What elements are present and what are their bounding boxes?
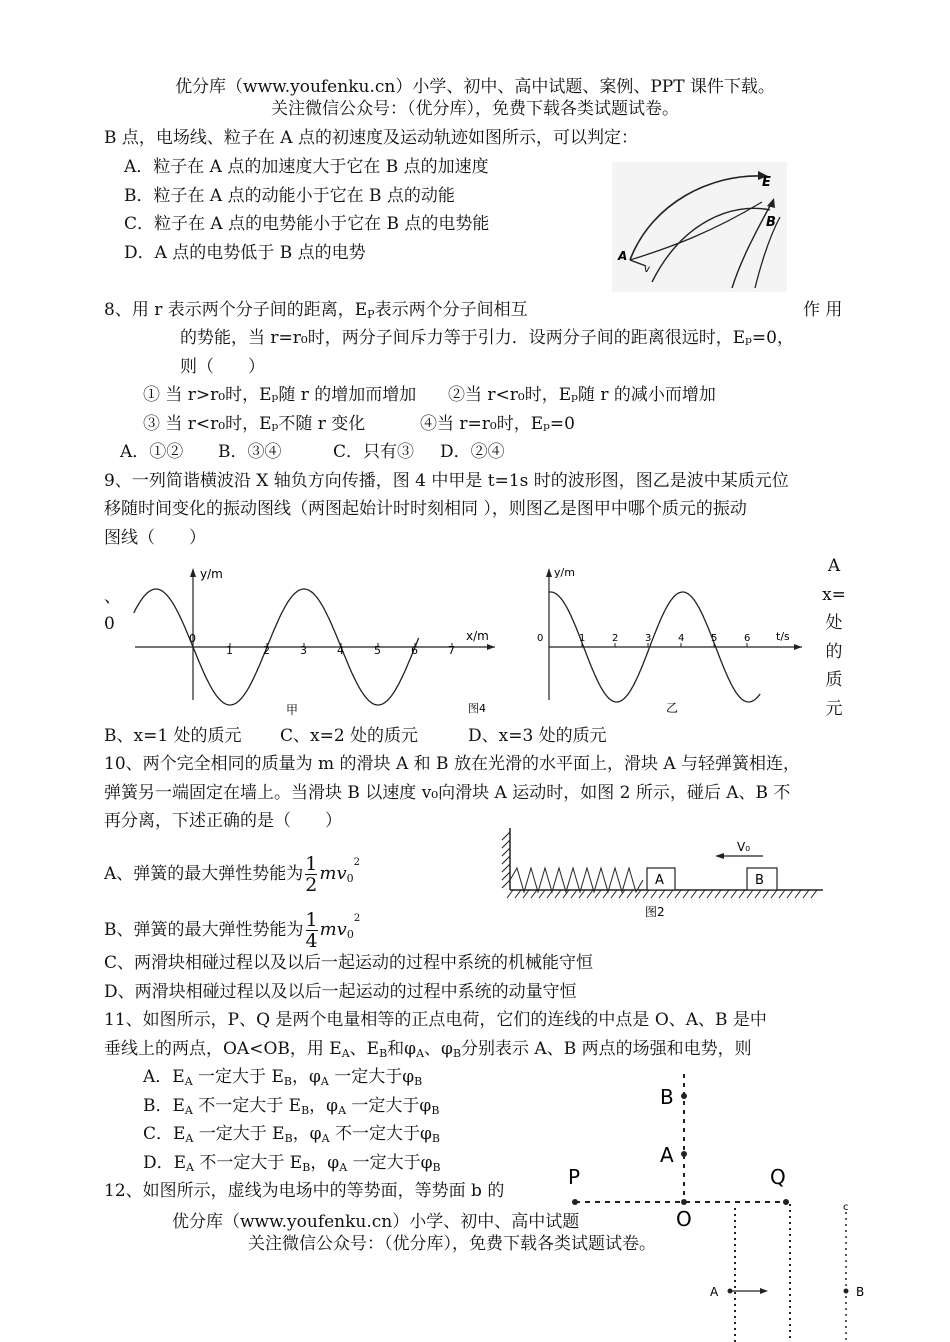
q8-statement-3: ③ 当 r<r₀时，Eₚ不随 r 变化 [143, 414, 366, 434]
q10-ground-hatch [683, 890, 689, 898]
q7-field-line-figure [612, 162, 787, 292]
q11-fig-q: Q [770, 1165, 786, 1189]
q9-left-zero: 0 [104, 614, 115, 634]
q10-option-b-mv: mv [319, 919, 347, 940]
q10-ground-hatch [763, 890, 769, 898]
q10-ground-hatch [571, 890, 577, 898]
q11-line-2-sep: 、φ [424, 1039, 453, 1059]
q10-option-b-text: B、弹簧的最大弹性势能为 [104, 920, 304, 940]
q9-graph2-tick-label: 2 [612, 633, 619, 644]
q8-line-1-sub: P [367, 308, 375, 321]
q8-line-2: 的势能，当 r=r₀时，两分子间斥力等于引力．设两分子间的距离很远时，Eₚ=0， [180, 328, 794, 348]
q8-statement-4: ④当 r=r₀时，Eₚ=0 [420, 414, 575, 434]
q9-graph-jia [130, 560, 510, 720]
q7-option-d[interactable]: D．A 点的电势低于 B 点的电势 [124, 243, 366, 263]
q9-option-c[interactable]: C、x=2 处的质元 [280, 726, 419, 746]
q11-line-2-sub-phib: B [452, 1047, 462, 1060]
q10-ground-hatch [779, 890, 785, 898]
q10-ground-hatch [811, 890, 817, 898]
q9-line-2: 移随时间变化的振动图线（两图起始计时时刻相同 ），则图乙是图甲中哪个质元的振动 [104, 499, 747, 519]
q10-option-b[interactable] [104, 896, 360, 958]
q9-graph1-ylabel: y/m [200, 567, 223, 581]
q9-side-line: 的 [825, 641, 843, 662]
q11-line-2-sub-b: B [379, 1047, 388, 1060]
q7-fig-label-b: B [766, 215, 776, 230]
header-line-1: 优分库（www.youfenku.cn）小学、初中、高中试题、案例、PPT 课件下载。 [175, 77, 775, 97]
q10-ground-hatch [515, 890, 521, 898]
q10-option-a[interactable] [104, 840, 360, 902]
q9-left-dash: 、 [104, 587, 121, 607]
q10-option-a-den: 2 [305, 874, 318, 896]
q7-fig-label-e: E [762, 175, 771, 190]
q10-ground-hatch [587, 890, 593, 898]
footer-line-1: 优分库（www.youfenku.cn）小学、初中、高中试题 [172, 1212, 580, 1232]
q11-option-c[interactable]: C．$E_A$ 一定大于 $E_B$，$\varphi_A$ 不一定大于$\varphi_B$ [143, 1124, 440, 1145]
q10-ground-hatch [787, 890, 793, 898]
q9-graph1-xlabel: x/m [466, 629, 489, 643]
q10-ground-hatch [707, 890, 713, 898]
q12-fig-a: A [710, 1285, 719, 1299]
q11-line-2-text: 垂线上的两点，OA<OB，用 E [104, 1039, 342, 1059]
q9-line-1: 9、一列简谐横波沿 X 轴负方向传播，图 4 中甲是 t=1s 时的波形图，图乙是波中某质元位 [104, 471, 789, 491]
q10-fig-velocity: V₀ [737, 840, 751, 854]
q10-ground-hatch [771, 890, 777, 898]
q8-option-d[interactable]: D．②④ [440, 442, 505, 462]
q9-side-line: A [827, 556, 841, 576]
q9-graph1-tick-label: 2 [263, 644, 270, 657]
q10-ground-hatch [611, 890, 617, 898]
q10-ground-hatch [691, 890, 697, 898]
q9-graph2-xlabel: t/s [776, 630, 790, 643]
q8-line-1-text: 8、用 r 表示两个分子间的距离，E [104, 300, 368, 320]
q10-option-c[interactable]: C、两滑块相碰过程以及以后一起运动的过程中系统的机械能守恒 [104, 953, 594, 973]
q10-option-a-sup: 2 [353, 857, 360, 868]
q9-graph1-tick-label: 6 [411, 644, 418, 657]
q9-line-3: 图线（ ） [104, 528, 206, 548]
q11-line-2-mid: 、E [349, 1039, 380, 1059]
q12-fig-b: B [856, 1285, 865, 1299]
q10-ground-hatch [507, 890, 513, 898]
q10-ground-hatch [651, 890, 657, 898]
q9-graph2-ylabel: y/m [554, 566, 575, 579]
q9-graph2-tick-label: 0 [537, 633, 544, 644]
q10-ground-hatch [539, 890, 545, 898]
q10-ground-hatch [627, 890, 633, 898]
q7-option-c[interactable]: C．粒子在 A 点的电势能小于它在 B 点的电势能 [124, 214, 490, 234]
q10-option-b-sub: 0 [346, 928, 354, 941]
q9-graph1-tick-label: 1 [226, 644, 233, 657]
q11-option-b[interactable]: B．$E_A$ 不一定大于 $E_B$，$\varphi_A$ 一定大于$\varphi_B$ [143, 1096, 440, 1117]
q10-option-a-mv: mv [319, 863, 347, 884]
q10-ground-hatch [531, 890, 537, 898]
q12-fig-c: c [843, 1202, 849, 1213]
q9-graph1-caption: 甲 [286, 703, 299, 717]
q10-fig-block-b: B [755, 873, 764, 888]
q10-option-a-fraction [305, 854, 317, 895]
q9-graph1-tick-label: 0 [189, 632, 196, 645]
footer-line-2: 关注微信公众号：（优分库），免费下载各类试题试卷。 [248, 1234, 656, 1254]
q10-ground-hatch [715, 890, 721, 898]
q11-fig-o: O [676, 1207, 692, 1231]
q10-ground-hatch [731, 890, 737, 898]
q11-fig-a: A [660, 1143, 674, 1167]
q8-line-1-right: 作 用 [803, 300, 843, 320]
q9-option-b[interactable]: B、x=1 处的质元 [104, 726, 242, 746]
q10-ground-hatch [747, 890, 753, 898]
q9-side-line: 质 [825, 670, 843, 690]
q9-graph2-tick-label: 3 [645, 633, 652, 644]
q10-ground-hatch [803, 890, 809, 898]
q12-equipotential-figure [700, 1198, 880, 1342]
q9-graph2-tick-label: 6 [744, 633, 751, 644]
q11-line-2-rest: 和φ [387, 1039, 417, 1059]
header-line-2: 关注微信公众号：（优分库），免费下载各类试题试卷。 [271, 99, 679, 119]
q9-fig-label: 图4 [468, 702, 486, 715]
q10-option-b-num: 1 [305, 909, 318, 931]
q10-option-a-num: 1 [305, 853, 318, 875]
q10-ground-hatch [795, 890, 801, 898]
q10-spring-figure [495, 826, 825, 926]
q8-line-1-rest: 表示两个分子间相互 [374, 300, 528, 320]
q10-ground-hatch [659, 890, 665, 898]
q9-graph-yi [532, 560, 812, 720]
q10-ground-hatch [595, 890, 601, 898]
q10-fig-caption: 图2 [645, 905, 665, 919]
q9-graph1-tick-label: 3 [300, 644, 307, 657]
q10-ground-hatch [723, 890, 729, 898]
q8-line-1 [104, 299, 528, 326]
q9-graph1-tick-label: 7 [448, 644, 455, 657]
q11-fig-p: P [568, 1165, 581, 1189]
q9-graph1-tick-label: 4 [337, 644, 344, 657]
q8-option-a[interactable]: A．①② [120, 442, 184, 462]
q10-option-b-den: 4 [305, 930, 318, 952]
q10-ground-hatch [755, 890, 761, 898]
q11-line-2 [104, 1038, 752, 1065]
q10-line-3: 再分离，下述正确的是（ ） [104, 811, 342, 831]
q8-statement-2: ②当 r<r₀时，Eₚ随 r 的减小而增加 [448, 385, 716, 405]
q10-option-a-text: A、弹簧的最大弹性势能为 [104, 864, 304, 884]
q9-side-text [822, 552, 846, 723]
q8-statement-1: ① 当 r>r₀时，Eₚ随 r 的增加而增加 [143, 385, 417, 405]
q10-line-1: 10、两个完全相同的质量为 m 的滑块 A 和 B 放在光滑的水平面上，滑块 A 与轻弹簧相连， [104, 754, 801, 774]
q10-option-b-fraction [306, 910, 318, 951]
q10-ground-hatch [643, 890, 649, 898]
q10-fig-block-a: A [655, 873, 664, 888]
q8-line-3: 则（ ） [180, 357, 265, 377]
q10-option-b-sup: 2 [353, 913, 361, 924]
q10-option-a-sub: 0 [346, 872, 354, 885]
q9-graph2-tick-label: 5 [711, 633, 718, 644]
q9-graph2-tick-label: 1 [579, 633, 586, 644]
q9-graph1-tick-label: 5 [374, 644, 381, 657]
q10-ground-hatch [675, 890, 681, 898]
q11-option-a[interactable]: A．$E_A$ 一定大于 $E_B$，$\varphi_A$ 一定大于$\varphi_B$ [143, 1067, 423, 1088]
q9-side-line: 元 [825, 698, 843, 719]
q10-option-d[interactable]: D、两滑块相碰过程以及以后一起运动的过程中系统的动量守恒 [104, 982, 577, 1002]
q10-line-2: 弹簧另一端固定在墙上。当滑块 B 以速度 v₀向滑块 A 运动时，如图 2 所示，碰后 A、B 不 [104, 783, 791, 803]
q8-option-c[interactable]: C．只有③ [333, 442, 415, 462]
q10-ground-hatch [667, 890, 673, 898]
q11-fig-b: B [660, 1085, 674, 1109]
q9-side-line: 处 [825, 613, 843, 633]
q9-side-line: x= [822, 584, 846, 605]
q11-line-1: 11、如图所示，P、Q 是两个电量相等的正点电荷，它们的连线的中点是 O、A、B 是中 [104, 1010, 767, 1030]
q9-option-d[interactable]: D、x=3 处的质元 [468, 726, 607, 746]
q7-fig-label-v: v [644, 264, 650, 275]
q7-option-b[interactable]: B．粒子在 A 点的动能小于它在 B 点的动能 [124, 186, 455, 206]
q10-ground-hatch [739, 890, 745, 898]
q7-option-a[interactable]: A．粒子在 A 点的加速度大于它在 B 点的加速度 [124, 157, 489, 177]
q11-line-2-sub-a: A [341, 1047, 350, 1060]
q11-option-d[interactable]: D．$E_A$ 不一定大于 $E_B$，$\varphi_A$ 一定大于$\varphi_B$ [143, 1153, 441, 1174]
q11-line-2-end: 分别表示 A、B 两点的场强和电势，则 [461, 1039, 752, 1059]
q8-option-b[interactable]: B．③④ [218, 442, 282, 462]
q7-fig-label-a: A [618, 249, 628, 263]
q7-intro: B 点，电场线、粒子在 A 点的初速度及运动轨迹如图所示，可以判定： [104, 128, 638, 148]
q11-line-2-sub-phia: A [416, 1047, 425, 1060]
q9-graph2-tick-label: 4 [678, 633, 685, 644]
q9-graph2-caption: 乙 [666, 701, 679, 715]
q10-ground-hatch [555, 890, 561, 898]
q10-ground-hatch [699, 890, 705, 898]
q12-line-1: 12、如图所示，虚线为电场中的等势面，等势面 b 的 [104, 1181, 505, 1201]
